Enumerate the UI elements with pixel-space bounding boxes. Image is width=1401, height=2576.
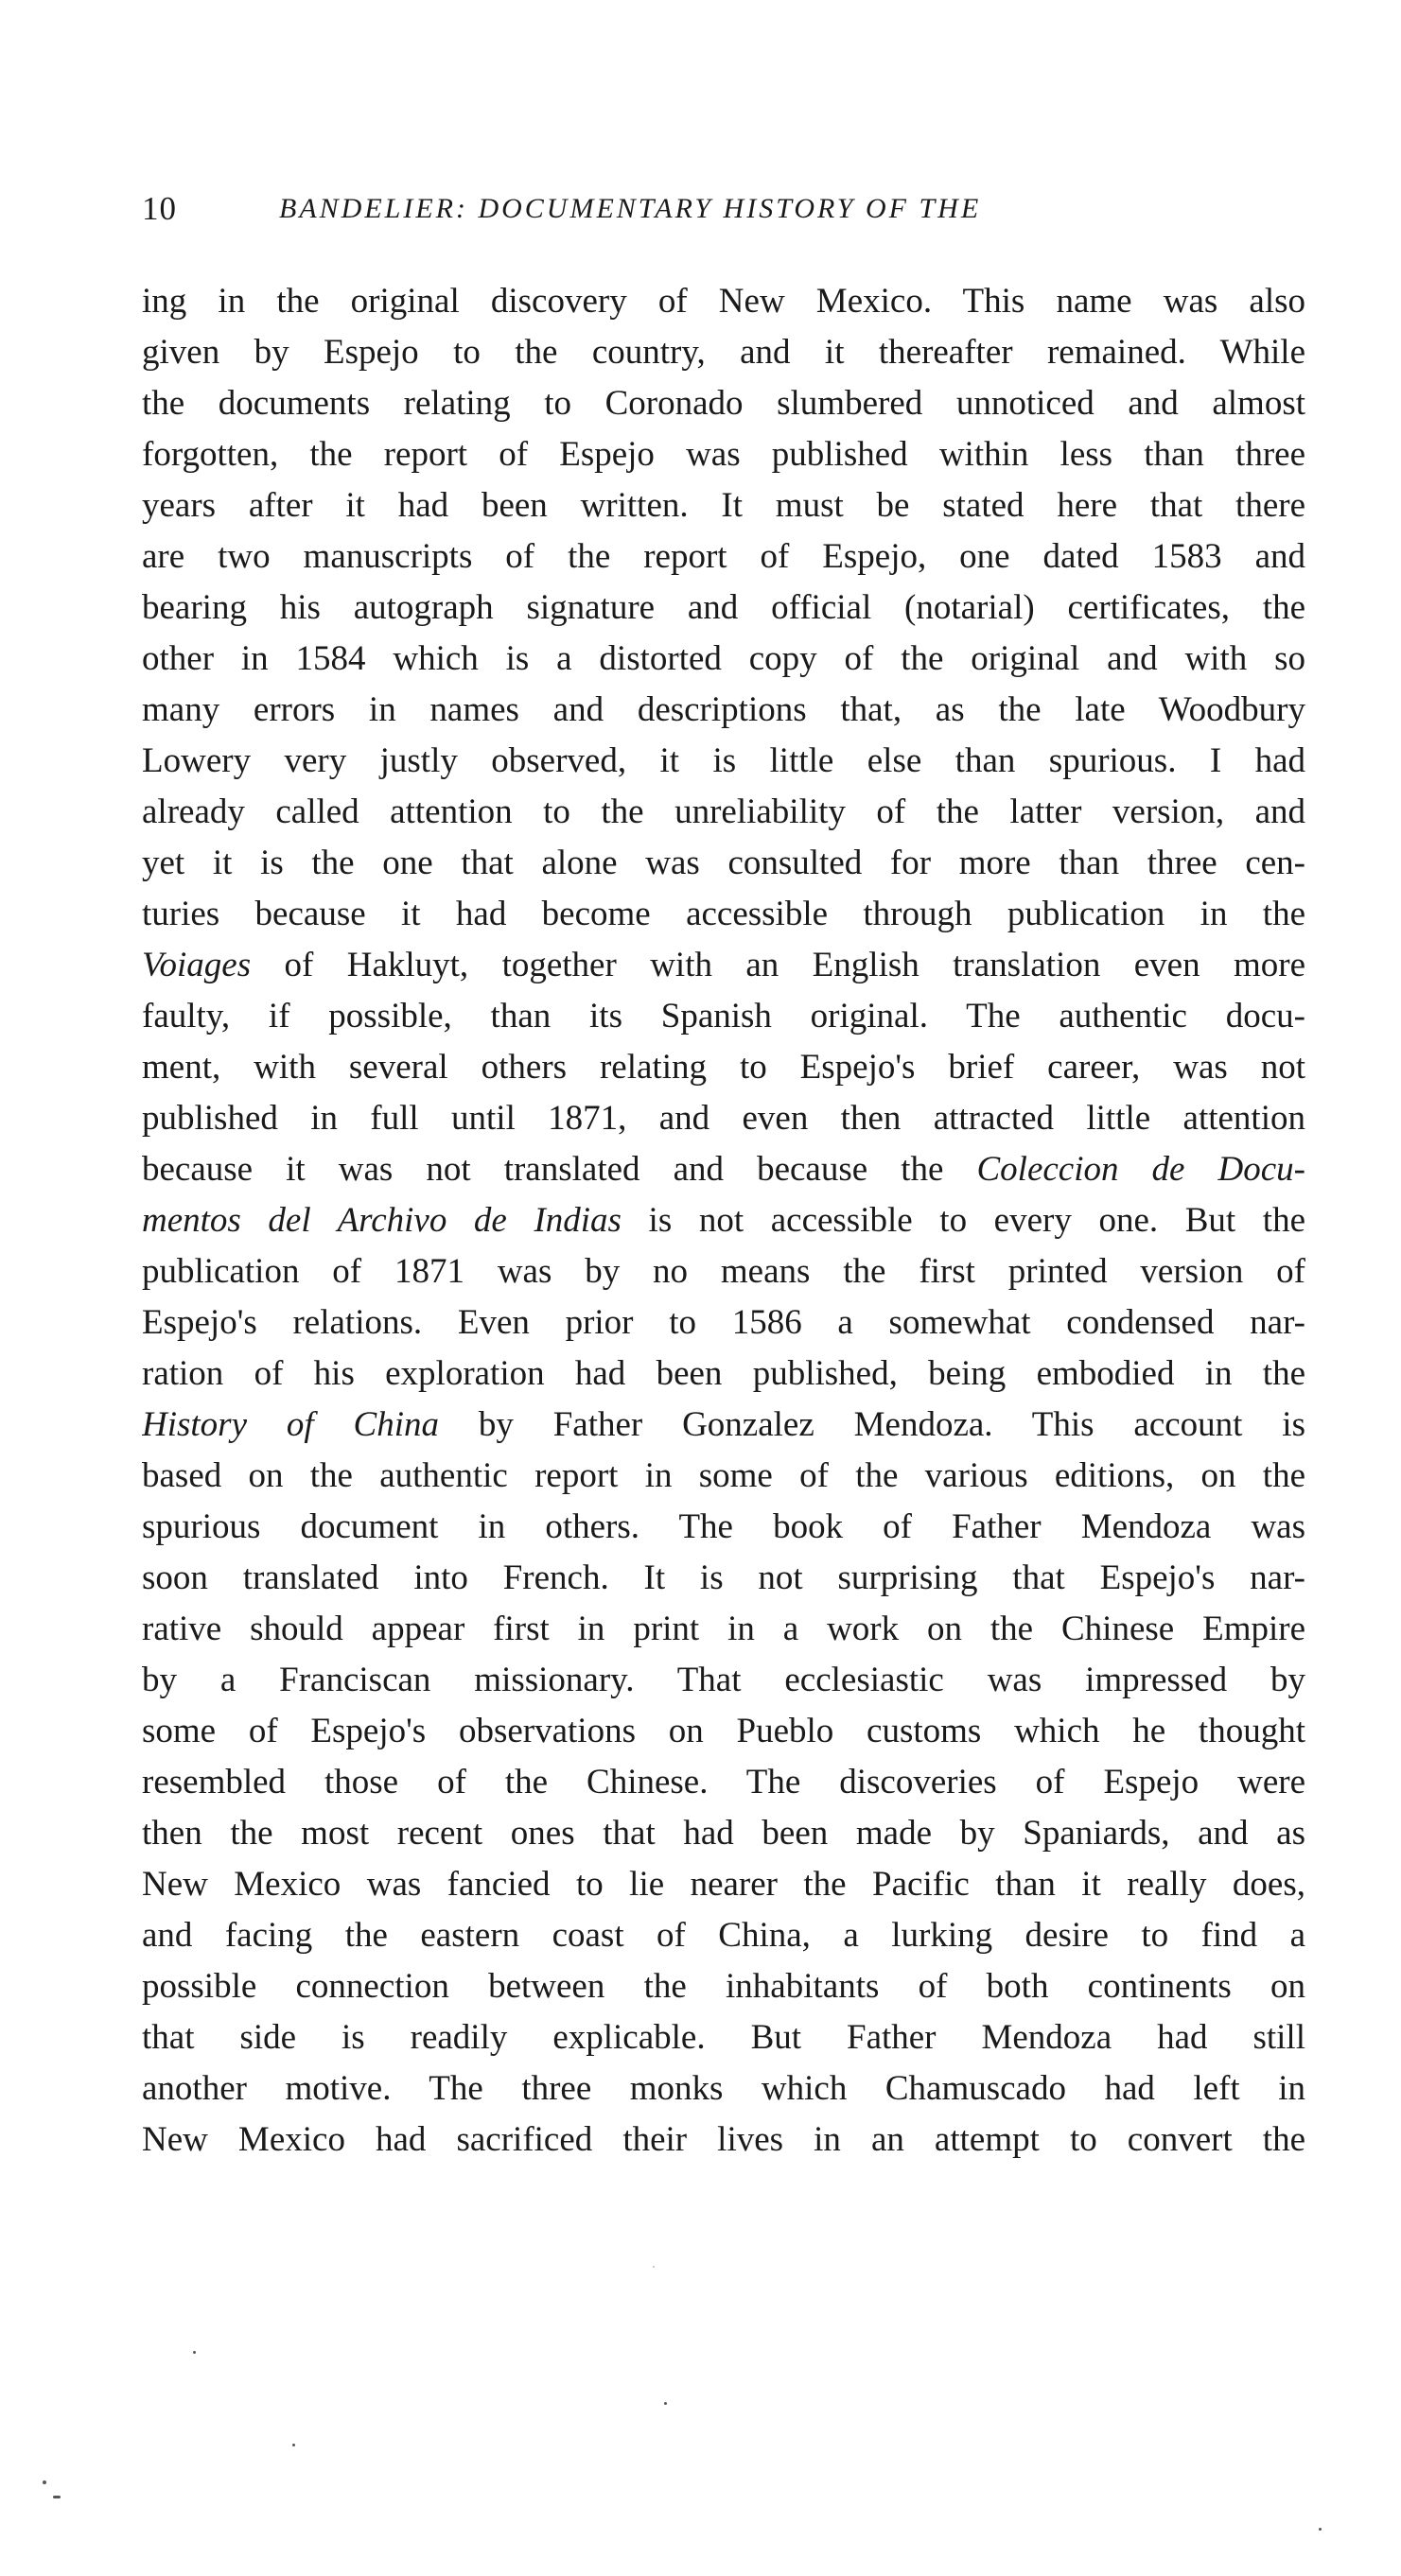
text-line: another motive. The three monks which Chamuscado had left in [142,2069,1305,2108]
text-line: publication of 1871 was by no means the first printed version of [142,1252,1305,1291]
running-title: BANDELIER: DOCUMENTARY HISTORY OF THE [279,193,982,224]
text-line: already called attention to the unreliability of the latter version, and [142,792,1305,831]
text-line: other in 1584 which is a distorted copy of the original and with so [142,639,1305,678]
text-segment: by Father Gonzalez Mendoza. This account is [438,1405,1305,1444]
text-line: Espejo's relations. Even prior to 1586 a somewhat condensed nar- [142,1303,1305,1342]
text-line: the documents relating to Coronado slumbered unnoticed and almost [142,384,1305,423]
text-line: ment, with several others relating to Espejo's brief career, was not [142,1048,1305,1087]
text-line: Lowery very justly observed, it is little else than spurious. I had [142,741,1305,780]
scan-speck [292,2444,295,2446]
scan-speck [53,2496,61,2498]
italic-title-coleccion: Coleccion de Docu- [976,1150,1305,1189]
text-line: New Mexico was fancied to lie nearer the Pacific than it really does, [142,1865,1305,1904]
text-line: New Mexico had sacrificed their lives in an attempt to convert the [142,2120,1305,2159]
italic-title-archivo: mentos del Archivo de Indias [142,1201,622,1240]
text-line: based on the authentic report in some of the various editions, on the [142,1456,1305,1495]
running-head [142,185,1305,233]
italic-title-voiages: Voiages [142,946,252,984]
text-line: yet it is the one that alone was consulted for more than three cen- [142,844,1305,882]
scan-speck [43,2480,46,2484]
text-line: that side is readily explicable. But Father Mendoza had still [142,2018,1305,2057]
text-line: given by Espejo to the country, and it thereafter remained. While [142,333,1305,372]
scan-speck [1319,2528,1322,2531]
text-line: possible connection between the inhabitants of both continents on [142,1967,1305,2006]
text-line: and facing the eastern coast of China, a lurking desire to find a [142,1916,1305,1955]
text-line: bearing his autograph signature and official (notarial) certificates, the [142,588,1305,627]
text-line: resembled those of the Chinese. The discoveries of Espejo were [142,1763,1305,1801]
text-segment: because it was not translated and because the [142,1150,977,1189]
scan-speck [653,2266,655,2268]
text-line [142,1400,1305,1451]
text-line: rative should appear first in print in a work on the Chinese Empire [142,1610,1305,1648]
text-line: soon translated into French. It is not surprising that Espejo's nar- [142,1558,1305,1597]
text-line: some of Espejo's observations on Pueblo customs which he thought [142,1712,1305,1750]
text-line: then the most recent ones that had been made by Spaniards, and as [142,1814,1305,1853]
body-paragraph [142,276,1305,2166]
italic-title-history-of-china: History of China [142,1405,439,1444]
text-line [142,940,1305,991]
text-line: many errors in names and descriptions that, as the late Woodbury [142,690,1305,729]
text-line: forgotten, the report of Espejo was published within less than three [142,435,1305,474]
text-line: published in full until 1871, and even then attracted little attention [142,1099,1305,1138]
text-line: turies because it had become accessible through publication in the [142,895,1305,933]
text-line: are two manuscripts of the report of Espejo, one dated 1583 and [142,537,1305,576]
text-line: ration of his exploration had been published, being embodied in the [142,1354,1305,1393]
text-segment: of Hakluyt, together with an English translation even more [251,946,1305,984]
page-number: 10 [142,190,177,227]
text-line: faulty, if possible, than its Spanish original. The authentic docu- [142,997,1305,1036]
scan-speck [664,2402,667,2405]
text-line [142,1195,1305,1246]
text-line: ing in the original discovery of New Mexico. This name was also [142,282,1305,321]
text-line: spurious document in others. The book of Father Mendoza was [142,1507,1305,1546]
text-line: by a Franciscan missionary. That ecclesiastic was impressed by [142,1661,1305,1699]
text-segment: is not accessible to every one. But the [621,1201,1305,1240]
text-line: years after it had been written. It must be stated here that there [142,486,1305,525]
text-line [142,1144,1305,1195]
scan-speck [193,2351,196,2354]
